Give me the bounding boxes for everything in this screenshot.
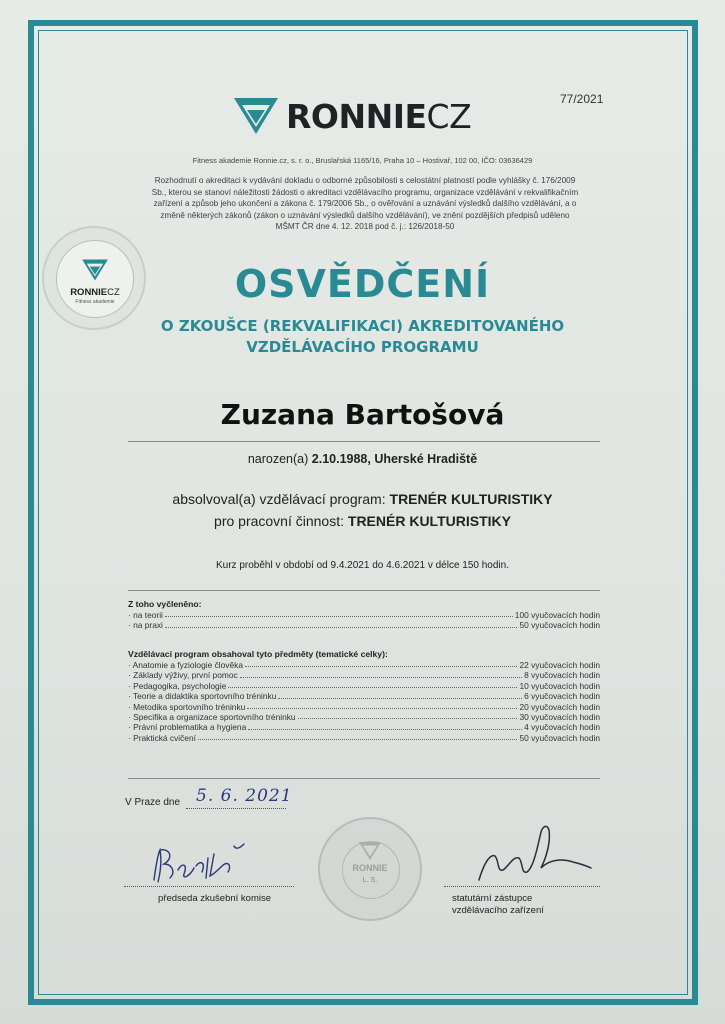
list-item: · na praxi 50 vyučovacích hodin xyxy=(128,620,600,631)
chairman-caption: předseda zkušební komise xyxy=(158,893,272,904)
certificate-subtitle: O ZKOUŠCE (REKVALIFIKACI) AKREDITOVANÉHO VZDĚLÁVACÍHO PROGRAMU xyxy=(160,317,565,356)
ronnie-logo xyxy=(232,94,471,138)
signature-line-left xyxy=(124,886,294,887)
logo-text-light: CZ xyxy=(426,96,472,136)
name-underline xyxy=(128,441,600,442)
list-item: · Praktická cvičení 50 vyučovacích hodin xyxy=(128,732,600,743)
handwritten-date: 5. 6. 2021 xyxy=(196,786,293,806)
certificate-title: OSVĚDČENÍ xyxy=(234,262,491,306)
stamp-brand: RONNIE xyxy=(352,863,388,873)
divider xyxy=(128,590,600,591)
course-period: Kurz proběhl v období od 9.4.2021 do 4.6.2021 v délce 150 hodin. xyxy=(215,560,509,571)
hours-list xyxy=(128,598,600,631)
birth-info: narozen(a) 2.10.1988, Uherské Hradiště xyxy=(247,452,478,466)
date-line xyxy=(186,808,286,809)
list-item: · Anatomie a fyziologie člověka 22 vyučovacích hodin xyxy=(128,660,600,670)
subjects-header: Vzdělávací program obsahoval tyto předměty (tematické celky): xyxy=(128,649,388,659)
list-item: · Specifika a organizace sportovního tréninku 30 vyučovacích hodin xyxy=(128,711,600,722)
ronnie-logo-icon xyxy=(232,96,280,136)
logo-text-bold: RONNIE xyxy=(286,96,427,136)
director-caption: statutární zástupce vzdělávacího zařízení xyxy=(452,893,544,916)
accreditation-text: Rozhodnutí o akreditaci k vydávání dokladu o odborné způsobilosti s celostátní platností podle vyhlášky č. 176/2009 Sb., kterou se stanoví náležitosti žádosti o akreditaci vzdělávacího programu, organizace vzdělávání v rekvalifikačním zařízení a způsob jeho ukončení a zákona č. 179/2006 Sb., o ověřování a uznávání výsledků dalšího vzdělávání, a o změně některých zákonů (zákon o uznávání výsledků dalšího vzdělávání), ve znění pozdějších předpisů uděleno MŠMT ČR dne 4. 12. 2018 pod č. j.: 126/2018-50 xyxy=(151,176,579,232)
place-label: V Praze dne xyxy=(125,797,181,808)
official-stamp xyxy=(318,817,422,921)
stamp-ls: L. S. xyxy=(362,877,378,884)
program-info: absolvoval(a) vzdělávací program: TRENÉR KULTURISTIKY pro pracovní činnost: TRENÉR KULTURISTIKY xyxy=(172,491,553,529)
chairman-signature xyxy=(148,840,258,890)
seal-tagline: Fitness akademie xyxy=(75,299,115,305)
recipient-name: Zuzana Bartošová xyxy=(220,398,505,431)
signature-line-right xyxy=(444,886,600,887)
list-item: · Pedagogika, psychologie 10 vyučovacích hodin xyxy=(128,680,600,691)
list-item: · Právní problematika a hygiena 4 vyučovacích hodin xyxy=(128,722,600,733)
director-signature xyxy=(475,820,595,890)
list-item: · Metodika sportovního tréninku 20 vyučovacích hodin xyxy=(128,701,600,712)
subjects-list xyxy=(128,648,600,743)
company-address: Fitness akademie Ronnie.cz, s. r. o., Bruslařská 1165/16, Praha 10 – Hostivař, 102 00, IČO: 03636429 xyxy=(192,156,533,165)
seal-brand: RONNIECZ xyxy=(70,287,120,298)
divider xyxy=(128,778,600,779)
document-number: 77/2021 xyxy=(560,92,604,106)
list-item: · na teorii 100 vyučovacích hodin xyxy=(128,610,600,620)
hours-header: Z toho vyčleněno: xyxy=(128,599,202,609)
list-item: · Teorie a didaktika sportovního tréninku 6 vyučovacích hodin xyxy=(128,691,600,702)
stamp-logo-icon xyxy=(358,841,382,861)
list-item: · Základy výživy, první pomoc 8 vyučovacích hodin xyxy=(128,670,600,681)
